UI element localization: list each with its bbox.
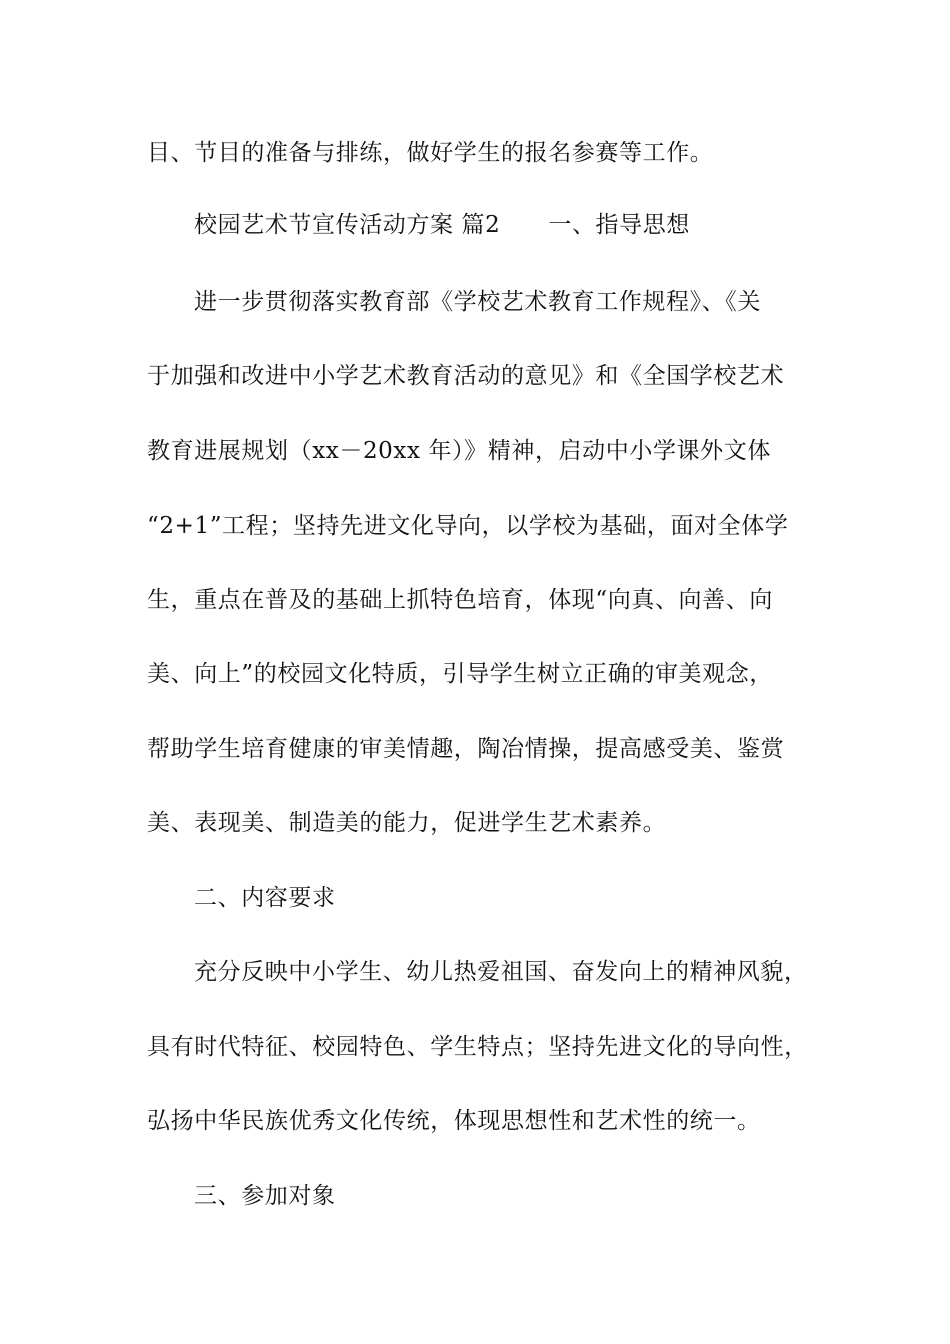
text-line: 弘扬中华民族优秀文化传统，体现思想性和艺术性的统一。 xyxy=(147,1108,761,1134)
paragraph-start: 充分反映中小学生、幼儿热爱祖国、奋发向上的精神风貌， xyxy=(194,959,808,985)
text-line: 教育进展规划（xx－20xx 年）》精神，启动中小学课外文体 xyxy=(147,438,771,464)
text-line: 生，重点在普及的基础上抓特色培育，体现“向真、向善、向 xyxy=(147,587,773,613)
heading-line xyxy=(194,210,690,240)
text-line: “2+1”工程；坚持先进文化导向，以学校为基础，面对全体学 xyxy=(147,513,789,539)
text-line: 美、表现美、制造美的能力，促进学生艺术素养。 xyxy=(147,810,667,836)
text-line: 于加强和改进中小学艺术教育活动的意见》和《全国学校艺术 xyxy=(147,363,785,389)
document-title: 校园艺术节宣传活动方案 篇2 xyxy=(194,212,501,238)
text-line: 美、向上”的校园文化特质，引导学生树立正确的审美观念， xyxy=(147,661,773,687)
paragraph-start: 进一步贯彻落实教育部《学校艺术教育工作规程》、《关 xyxy=(194,289,761,315)
text-line: 帮助学生培育健康的审美情趣，陶冶情操，提高感受美、鉴赏 xyxy=(147,736,785,762)
section-heading-3: 三、参加对象 xyxy=(194,1183,336,1209)
text-line: 目、节目的准备与排练，做好学生的报名参赛等工作。 xyxy=(147,140,714,166)
section-heading-2: 二、内容要求 xyxy=(194,885,336,911)
text-line: 具有时代特征、校园特色、学生特点；坚持先进文化的导向性， xyxy=(147,1034,808,1060)
section-heading-1: 一、指导思想 xyxy=(548,212,690,238)
